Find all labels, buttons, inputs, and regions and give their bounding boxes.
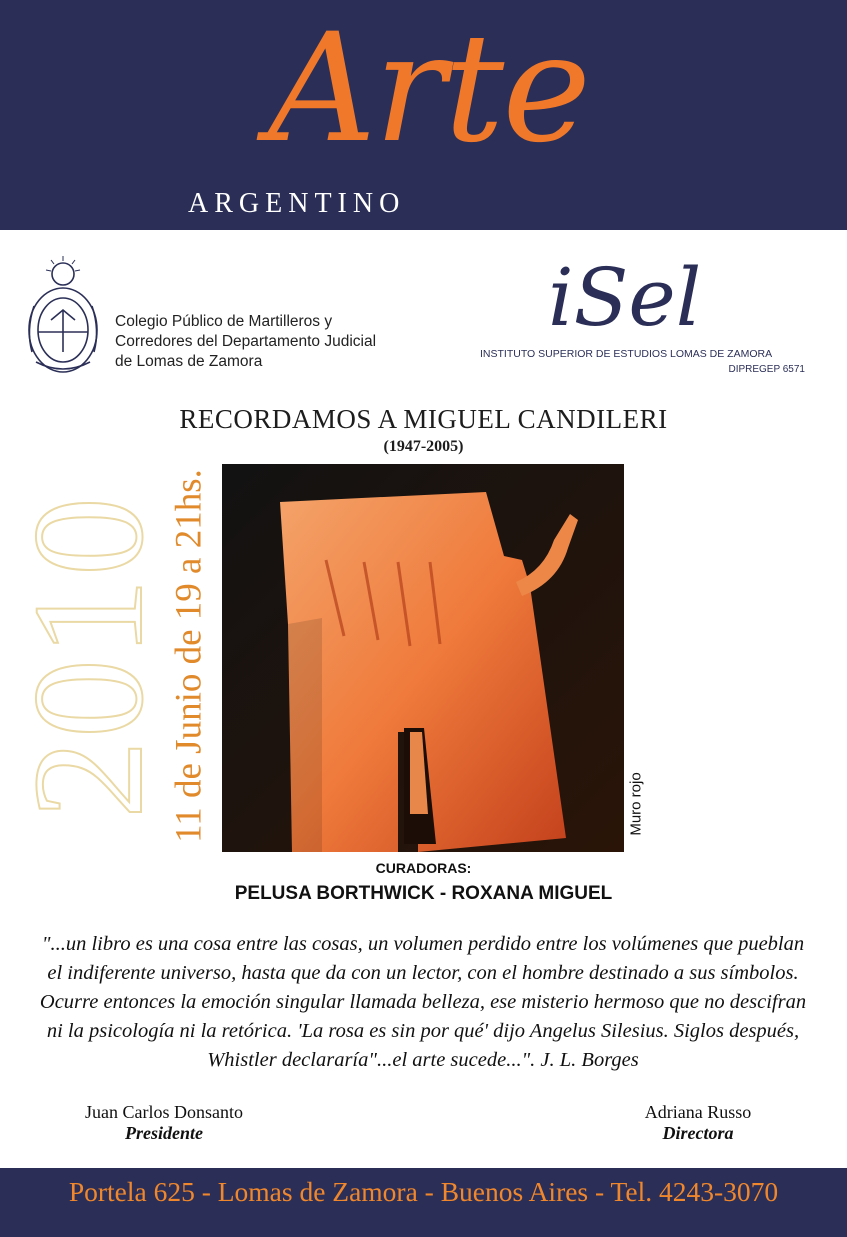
artwork-caption-wrap: [624, 756, 648, 852]
signature-right: [608, 1102, 788, 1144]
colegio-name: [115, 312, 445, 372]
signature-name: Adriana Russo: [644, 1102, 752, 1122]
footer-address: Portela 625 - Lomas de Zamora - Buenos Aires - Tel. 4243-3070: [68, 1176, 779, 1207]
isel-code: DIPREGEP 6571: [728, 364, 805, 375]
schedule-wrap: [160, 460, 218, 852]
signature-role: Presidente: [125, 1123, 203, 1143]
event-dates: (1947-2005): [383, 438, 464, 455]
event-schedule: 11 de Junio de 19 a 21hs.: [168, 469, 210, 843]
event-title: RECORDAMOS A MIGUEL CANDILERI: [179, 404, 668, 434]
artwork-image: [222, 464, 624, 852]
colegio-line: Corredores del Departamento Judicial: [115, 333, 377, 350]
colegio-line: de Lomas de Zamora: [115, 353, 263, 370]
logo-arte: Arte: [268, 2, 590, 176]
signature-left: [66, 1102, 262, 1144]
colegio-line: Colegio Público de Martilleros y: [115, 313, 333, 330]
curators-label: CURADORAS:: [375, 860, 472, 876]
logo-argentino: ARGENTINO: [188, 188, 406, 219]
argentine-seal-icon: [18, 252, 108, 380]
isel-logo: iSel: [548, 251, 702, 344]
isel-subtitle: INSTITUTO SUPERIOR DE ESTUDIOS LOMAS DE ZAMORA: [480, 348, 773, 360]
borges-quote: "...un libro es una cosa entre las cosas, un volumen perdido entre los volúmenes que pueblan el indiferente universo, hasta que da con un lector, con el hombre destinado a sus símbolos. Ocurre entonces la emoción singular llamada belleza, ese misterio hermoso que no descifran ni la psicología ni la retórica. 'La rosa es sin por qué' dijo Angelus Silesius. Siglos después, Whistler declararía"...el arte sucede...". J. L. Borges: [39, 933, 807, 1071]
signature-role: Directora: [662, 1123, 734, 1143]
artwork-caption: Muro rojo: [627, 772, 645, 836]
year-watermark-wrap: [1, 462, 176, 852]
signature-name: Juan Carlos Donsanto: [85, 1102, 243, 1122]
year-watermark: 2010: [1, 495, 176, 819]
curators-names: PELUSA BORTHWICK - ROXANA MIGUEL: [234, 883, 613, 904]
